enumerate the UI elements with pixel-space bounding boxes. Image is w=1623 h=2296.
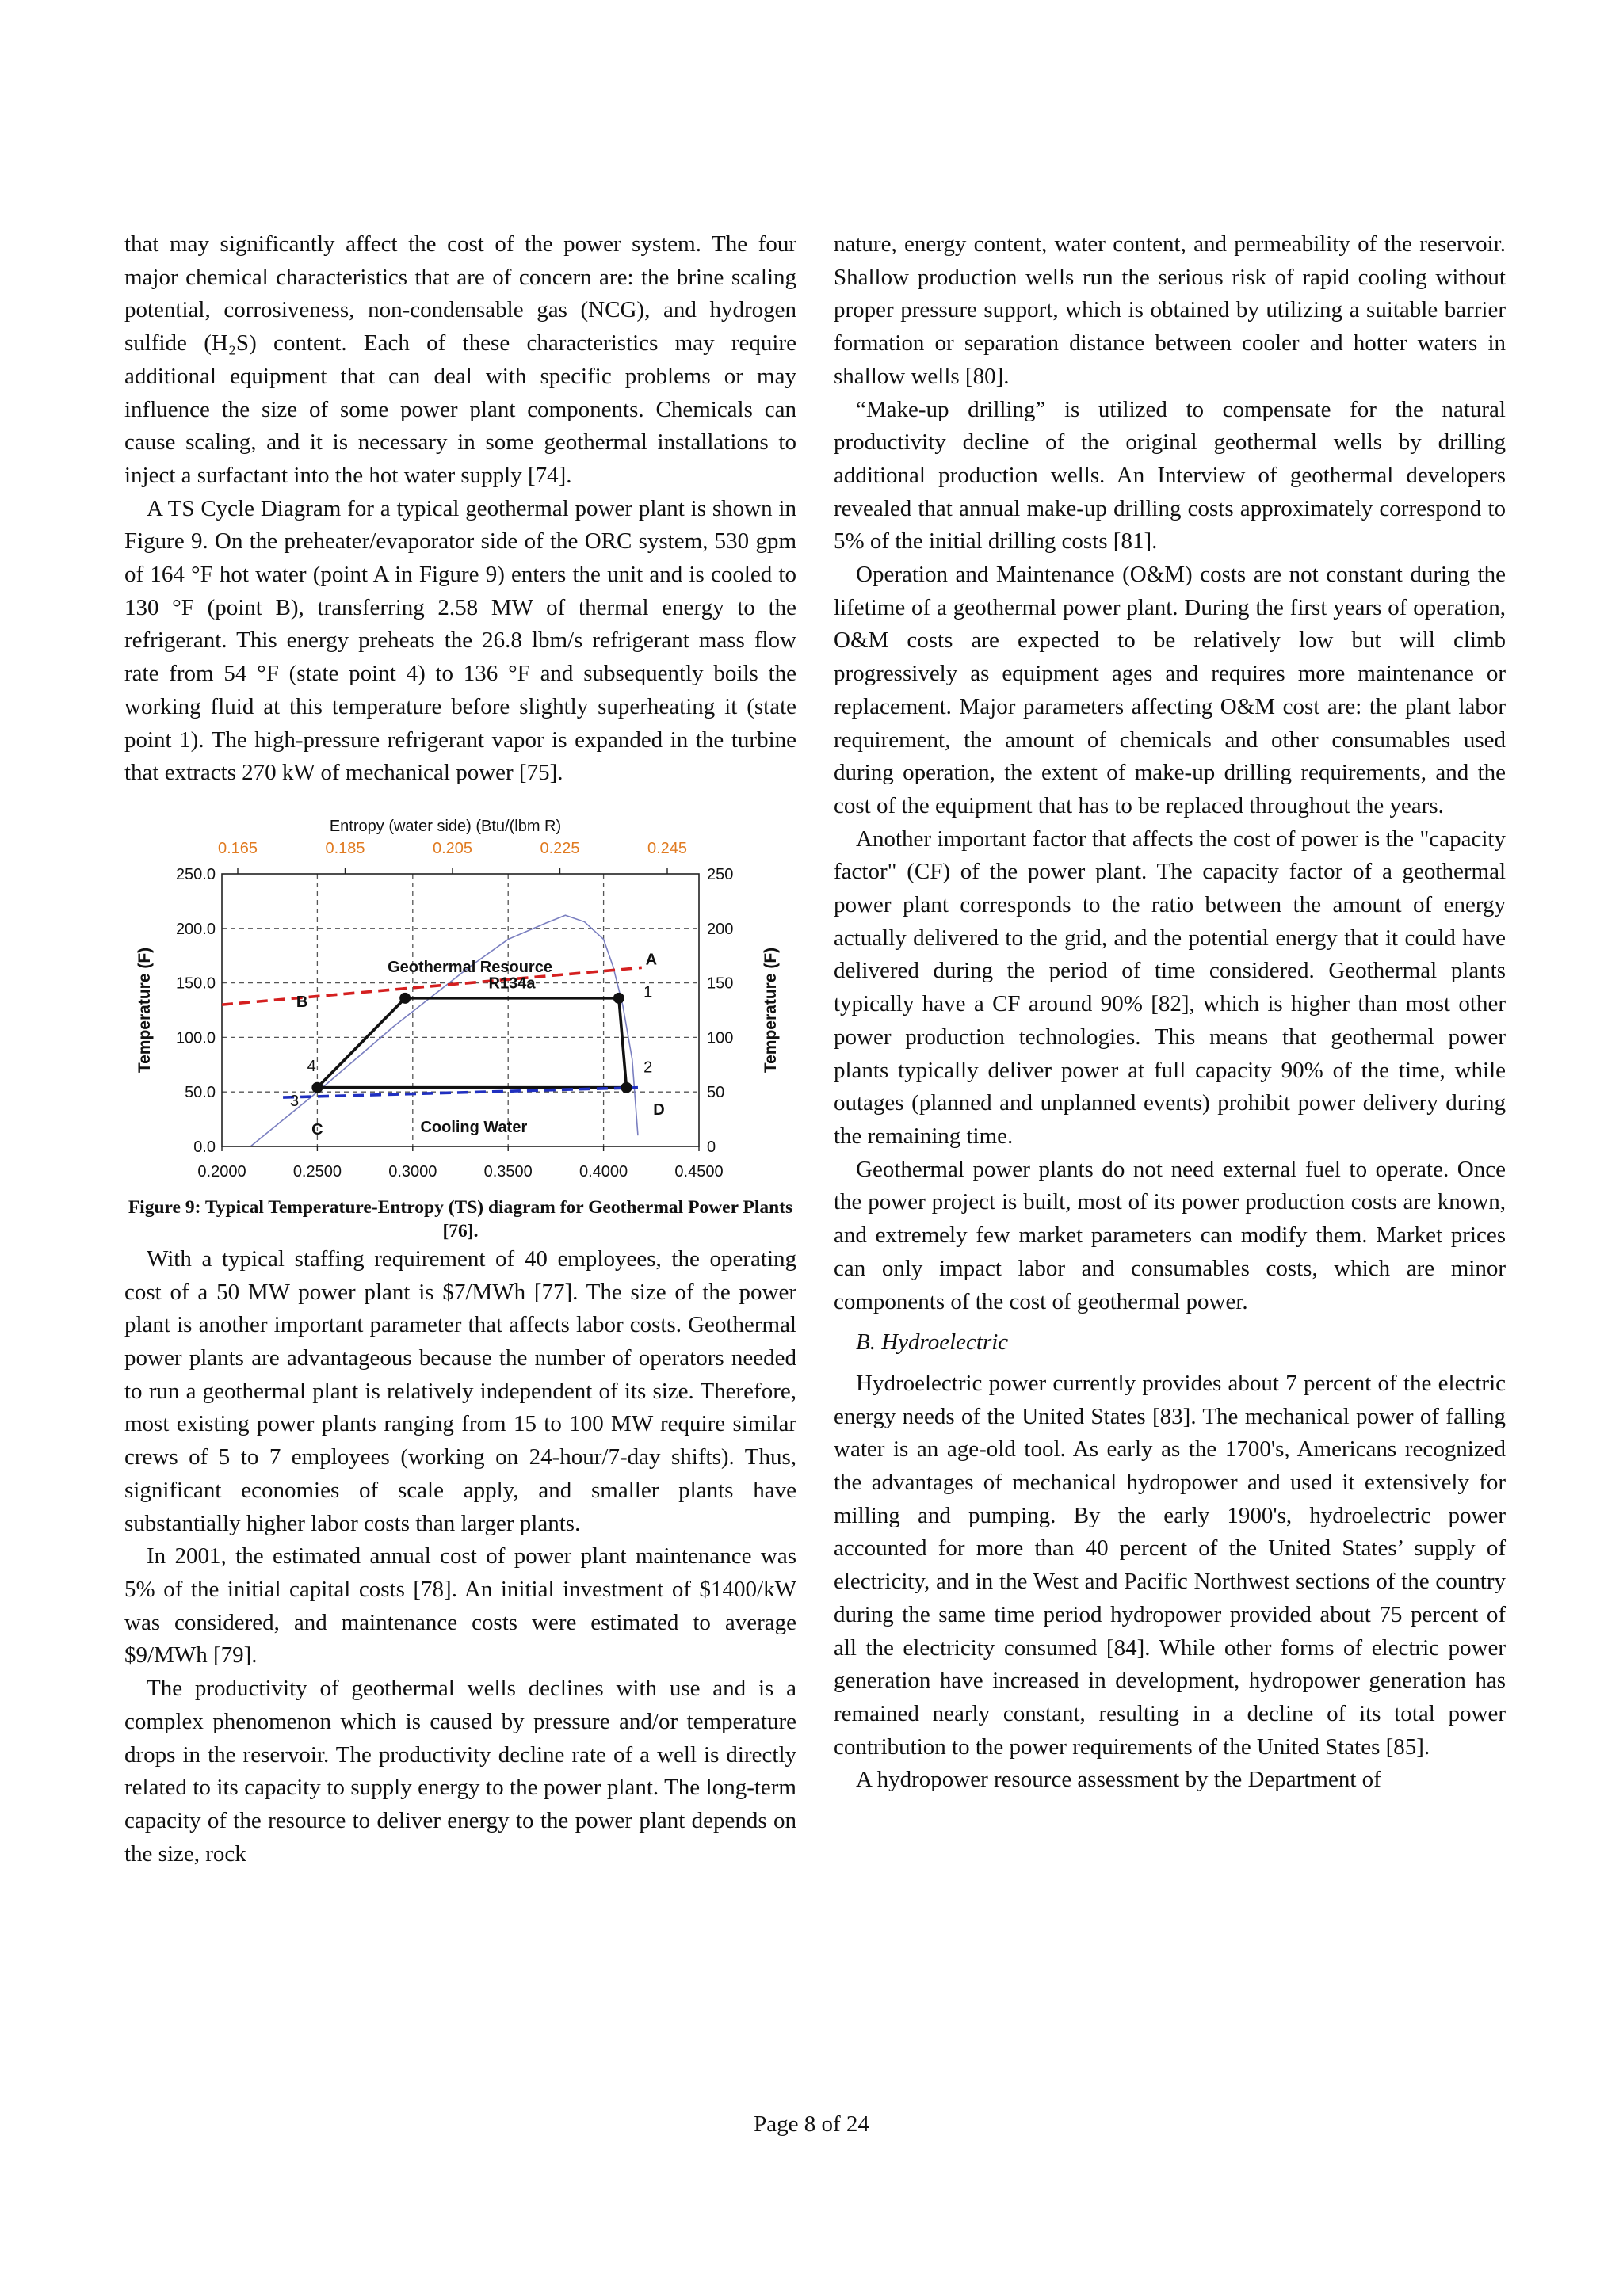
r134a-cycle-series xyxy=(317,998,626,1088)
state-point-3 xyxy=(311,1082,323,1093)
annotation-cooling-water: Cooling Water xyxy=(420,1119,528,1137)
body-paragraph: The productivity of geothermal wells declines with use and is a complex phenomenon which is caused by pressure and/or temperature drops in the reservoir. The productivity decline rate of a well is directly related to its capacity to supply energy to the power plant. The long-term capacity of the resource to deliver energy to the power plant depends on the size, rock xyxy=(124,1676,796,1867)
annotation-d: D xyxy=(653,1101,665,1119)
body-paragraph: A TS Cycle Diagram for a typical geothermal power plant is shown in Figure 9. On the preheater/evaporator side of the ORC system, 530 gpm of 164 °F hot water (point A in Figure 9) enters the unit and is cooled to 130 °F (point B), transferring 2.58 MW of thermal energy to the refrigerant. This energy preheats the 26.8 lbm/s refrigerant mass flow rate from 54 °F (state point 4) to 136 °F and subsequently boils the working fluid at this temperature before slightly superheating it (state point 1). The high-pressure refrigerant vapor is expanded in the turbine that extracts 270 kW of mechanical power [75]. xyxy=(124,495,796,786)
x-axis-title xyxy=(331,1193,590,1194)
annotation-r134a: R134a xyxy=(488,974,536,993)
body-paragraph: With a typical staffing requirement of 40 employees, the operating cost of a 50 MW power plant is $7/MWh [77]. The size of the power plant is another important parameter that affects labor costs. Geothermal power plants are advantageous because the number of operators needed to run a geothermal plant is relatively independent of its size. Therefore, most existing power plants ranging from 15 to 100 MW require similar crews of 5 to 7 employees (working on 24-hour/7-day shifts). Thus, significant economies of scale apply, and smaller plants have substantially higher labor costs than larger plants. xyxy=(124,1245,796,1536)
y-tick-label-left: 0.0 xyxy=(193,1138,216,1156)
annotation-c: C xyxy=(311,1120,323,1138)
annotation-b: B xyxy=(296,993,308,1011)
y-tick-label-left: 100.0 xyxy=(175,1029,216,1047)
annotation-3: 3 xyxy=(289,1093,300,1111)
body-paragraph: Operation and Maintenance (O&M) costs are not constant during the lifetime of a geothermal power plant. During the first years of operation, O&M costs are expected to be relatively low but will climb progressively as equipment ages and requires more maintenance or replacement. Major parameters affecting O&M cost are: the plant labor requirement, the amount of chemicals and other consumables used during operation, the extent of make-up drilling requirements, and the cost of the equipment that has to be replaced throughout the years. xyxy=(834,562,1506,818)
body-paragraph: Hydroelectric power currently provides about 7 percent of the electric energy needs of the United States [83]. The mechanical power of falling water is an age-old tool. As early as the 1700's, Americans recognized the advantages of mechanical hydropower and used it extensively for milling and pumping. By the early 1900's, hydroelectric power accounted for more than 40 percent of the United States’ supply of electricity, and in the West and Pacific Northwest sections of the country during the same time period hydropower provided about 75 percent of all the electricity consumed [84]. While other forms of electric power generation have increased in development, hydropower generation has remained nearly constant, resulting in a decline of its total power contribution to the power requirements of the United States [85]. xyxy=(834,1370,1506,1760)
body-paragraph: nature, energy content, water content, and permeability of the reservoir. Shallow production wells run the serious risk of rapid cooling without proper pressure support, which is obtained by utilizing a suitable barrier formation or separation distance between cooler and hotter waters in shallow wells [80]. xyxy=(834,231,1506,389)
top-tick-label: 0.225 xyxy=(540,839,580,857)
body-paragraph: Geothermal power plants do not need external fuel to operate. Once the power project is built, most of its power production costs are known, and extremely few market parameters can modify them. Market prices can only impact labor and consumables costs, which are minor components of the cost of geothermal power. xyxy=(834,1156,1506,1314)
section-heading: B. Hydroelectric xyxy=(856,1329,1009,1356)
saturation-dome-series xyxy=(250,915,638,1146)
body-paragraph: A hydropower resource assessment by the Department of xyxy=(856,1767,1381,1793)
body-paragraph: In 2001, the estimated annual cost of power plant maintenance was 5% of the initial capital costs [78]. An initial investment of $1400/kW was considered, and maintenance costs were estimated to average $9/MWh [79]. xyxy=(124,1543,796,1669)
y-tick-label-right: 200 xyxy=(707,920,734,938)
top-tick-label: 0.165 xyxy=(217,839,258,857)
y-axis-title-right: Temperature (F) xyxy=(762,947,780,1074)
x-tick-label: 0.3000 xyxy=(388,1162,437,1180)
body-paragraph: Another important factor that affects the cost of power is the "capacity factor" (CF) of the power plant. The capacity factor of a geothermal power plant corresponds to the ratio between the amount of energy actually delivered to the grid, and the potential energy that it could have delivered during the period of time considered. Geothermal plants typically have a CF around 90% [82], which is higher than most other power production technologies. This means that geothermal power plants typically deliver power at full capacity 90% of the time, while outages (planned and unplanned events) prohibit power delivery during the remaining time. xyxy=(834,826,1506,1149)
top-tick-label: 0.205 xyxy=(432,839,473,857)
annotation-geothermal-resource: Geothermal Resource xyxy=(388,958,552,976)
body-paragraph: that may significantly affect the cost of the power system. The four major chemical characteristics that are of concern are: the brine scaling potential, corrosiveness, non-condensable gas (NCG), and hydrogen sulfide (H₂S) content. Each of these characteristics may require additional equipment that can deal with specific problems or may influence the size of some power plant components. Chemicals can cause scaling, and it is necessary in some geothermal installations to inject a surfactant into the hot water supply [74]. xyxy=(124,231,796,488)
annotation-a: A xyxy=(645,951,658,969)
y-tick-label-right: 100 xyxy=(707,1029,734,1047)
top-tick-label: 0.185 xyxy=(325,839,365,857)
ts-diagram-chart xyxy=(124,812,796,1194)
y-tick-label-right: 0 xyxy=(707,1138,716,1156)
x-tick-label: 0.4000 xyxy=(579,1162,628,1180)
state-point-4 xyxy=(399,993,411,1004)
y-tick-label-left: 150.0 xyxy=(175,974,216,993)
body-paragraph: “Make-up drilling” is utilized to compensate for the natural productivity decline of the original geothermal wells by drilling additional production wells. An Interview of geothermal developers revealed that annual make-up drilling costs approximately correspond to 5% of the initial drilling costs [81]. xyxy=(834,396,1506,555)
annotation-4: 4 xyxy=(307,1058,316,1076)
x-tick-label: 0.2000 xyxy=(197,1162,246,1180)
y-tick-label-left: 200.0 xyxy=(175,920,216,938)
top-tick-label: 0.245 xyxy=(647,839,688,857)
x-tick-label: 0.4500 xyxy=(674,1162,724,1180)
y-tick-label-left: 250.0 xyxy=(175,865,216,883)
left-column xyxy=(124,228,796,1871)
cooling-water-series xyxy=(283,1088,638,1097)
state-point-1 xyxy=(613,993,624,1004)
figure-9 xyxy=(124,812,796,1243)
y-tick-label-right: 150 xyxy=(707,974,734,993)
x-tick-label: 0.3500 xyxy=(483,1162,533,1180)
figure-caption: Figure 9: Typical Temperature-Entropy (TS) diagram for Geothermal Power Plants [76]. xyxy=(128,1196,793,1241)
annotation-1: 1 xyxy=(643,983,653,1001)
x-tick-label: 0.2500 xyxy=(292,1162,342,1180)
page-footer: Page 8 of 24 xyxy=(754,2111,869,2137)
y-tick-label-right: 250 xyxy=(707,865,734,883)
annotation-2: 2 xyxy=(643,1058,653,1077)
state-point-2 xyxy=(621,1082,632,1093)
y-tick-label-right: 50 xyxy=(707,1084,725,1102)
y-tick-label-left: 50.0 xyxy=(185,1084,216,1102)
right-column xyxy=(834,228,1506,1797)
top-axis-title: Entropy (water side) (Btu/(lbm R) xyxy=(329,817,562,835)
series-group xyxy=(222,915,642,1146)
y-axis-title-left: Temperature (F) xyxy=(136,947,154,1074)
